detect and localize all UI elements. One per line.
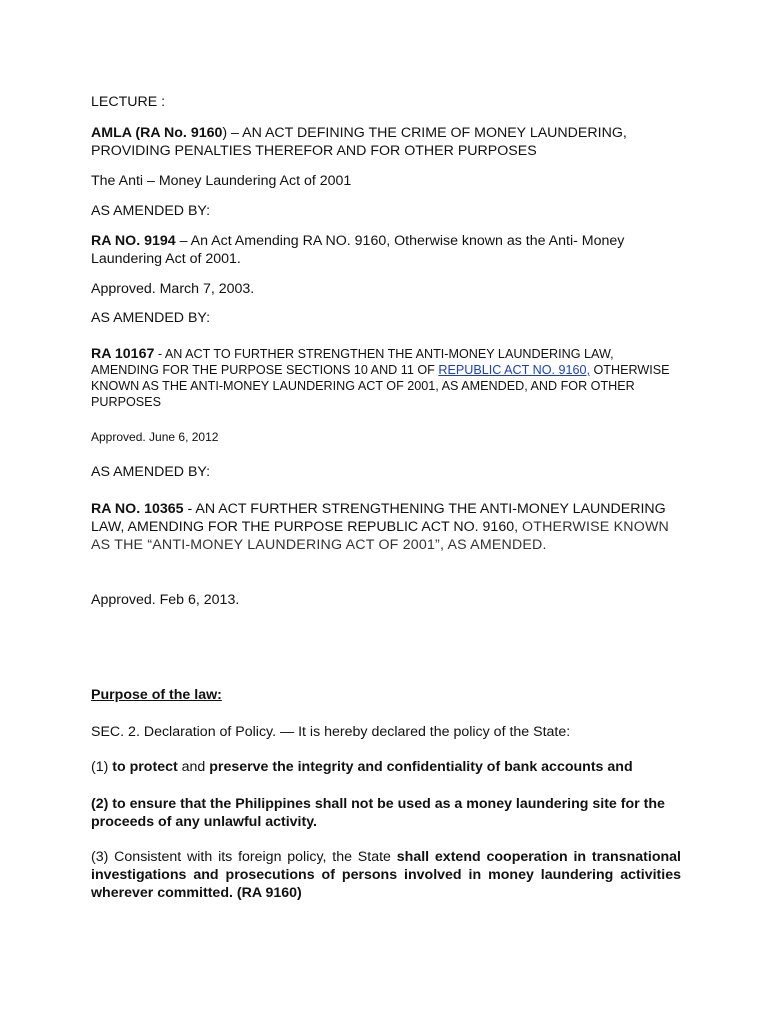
ra-10365-paragraph (91, 500, 681, 554)
ra-9194-paragraph (91, 232, 681, 268)
ra-10167-paragraph (91, 346, 681, 410)
policy-item-1 (91, 758, 681, 776)
short-title: The Anti – Money Laundering Act of 2001 (91, 173, 352, 189)
item-1-mid: and (177, 759, 210, 775)
ra-10167-text-1: - AN ACT TO FURTHER STRENGTHEN THE ANTI-MONEY LAUNDERING LAW, AMENDING FOR THE PURPOSE SECTIONS 10 AND 11 OF (91, 347, 614, 377)
policy-item-3 (91, 848, 681, 902)
sec-2-declaration: SEC. 2. Declaration of Policy. — It is hereby declared the policy of the State: (91, 724, 571, 740)
ra-10365-text-2: OTHERWISE KNOWN AS THE “ANTI-MONEY LAUNDERING ACT OF 2001”, AS AMENDED. (91, 519, 669, 553)
ra-10167-text-2: OTHERWISE KNOWN AS THE ANTI-MONEY LAUNDERING ACT OF 2001, AS AMENDED, AND FOR OTHER PURPOSES (91, 363, 670, 409)
approved-3: Approved. Feb 6, 2013. (91, 592, 240, 608)
item-3-text: (3) Consistent with its foreign policy, the State (91, 849, 397, 865)
policy-item-2: (2) to ensure that the Philippines shall not be used as a money laundering site for the proceeds of any unlawful activity. (91, 796, 665, 830)
amended-by-1: AS AMENDED BY: (91, 203, 211, 219)
ra-10365-text-1: - AN ACT FURTHER STRENGTHENING THE ANTI-MONEY LAUNDERING LAW, AMENDING FOR THE PURPOSE REPUBLIC ACT NO. 9160, (91, 501, 666, 535)
amended-by-3: AS AMENDED BY: (91, 464, 211, 480)
amla-title-bold: AMLA (RA No. 9160 (91, 125, 223, 141)
approved-1: Approved. March 7, 2003. (91, 281, 255, 297)
amla-title-rest: ) – AN ACT DEFINING THE CRIME OF MONEY LAUNDERING, PROVIDING PENALTIES THEREFOR AND FOR OTHER PURPOSES (91, 125, 627, 159)
approved-2: Approved. June 6, 2012 (91, 430, 219, 444)
ra-9194-rest: – An Act Amending RA NO. 9160, Otherwise known as the Anti- Money Laundering Act of 2001. (91, 233, 625, 267)
ra-9194-bold: RA NO. 9194 (91, 233, 176, 249)
purpose-heading: Purpose of the law: (91, 687, 222, 703)
ra-10365-bold: RA NO. 10365 (91, 501, 184, 517)
lecture-label: LECTURE : (91, 94, 166, 110)
ra-10167-bold: RA 10167 (91, 346, 155, 362)
item-1-bold-b: preserve the integrity and confidentiality of bank accounts and (209, 759, 633, 775)
item-1-number: (1) (91, 759, 113, 775)
amended-by-2: AS AMENDED BY: (91, 310, 211, 326)
item-3-bold: shall extend cooperation in transnational investigations and prosecutions of persons involved in money laundering activities wherever committed. (RA 9160) (91, 849, 681, 901)
republic-act-9160-link[interactable]: REPUBLIC ACT NO. 9160, (438, 363, 590, 377)
amla-title (91, 124, 681, 160)
item-1-bold-a: to protect (112, 759, 178, 775)
